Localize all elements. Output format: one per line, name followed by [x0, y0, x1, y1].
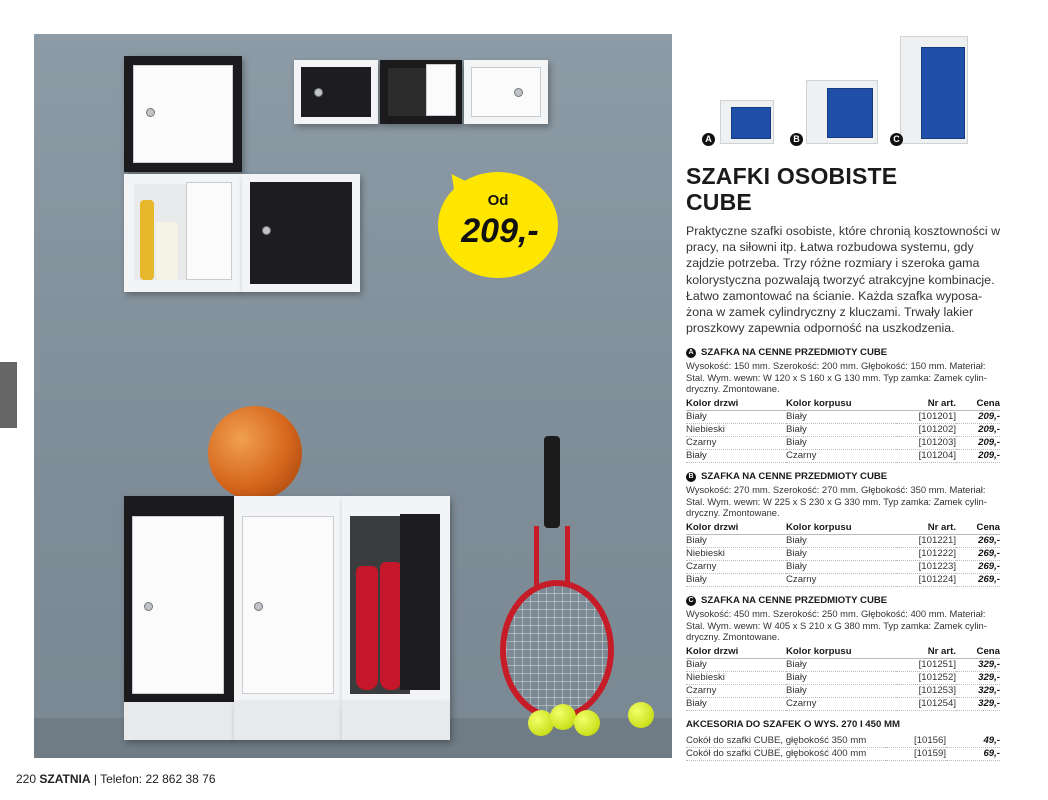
- table-row: [686, 684, 1000, 697]
- table-row: [686, 410, 1000, 423]
- section-desc: Wysokość: 270 mm. Szerokość: 270 mm. Głębokość: 350 mm. Materiał: Stal. Wym. wewn: W 225 x S 230 x G 330 mm. Typ zamka: Zamek cylin-dryczny. Zmontowane.: [686, 484, 987, 518]
- section-heading: [686, 595, 1000, 607]
- cell-name: Cokół do szafki CUBE, głębokość 350 mm: [686, 735, 886, 748]
- cell-art: [101204]: [896, 449, 956, 462]
- racket-head: [500, 580, 614, 720]
- plinth-left: [124, 702, 234, 740]
- cell-body: Biały: [786, 436, 896, 449]
- cell-door: Niebieski: [686, 547, 786, 560]
- col-header-door: Kolor drzwi: [686, 522, 786, 535]
- cell-art: [101201]: [896, 410, 956, 423]
- table-row: [686, 436, 1000, 449]
- product-table: [686, 522, 1000, 587]
- col-header-art: Nr art.: [896, 646, 956, 659]
- cell-art: [101221]: [896, 534, 956, 547]
- price-prefix: Od: [487, 192, 509, 209]
- cell-door: Biały: [686, 697, 786, 710]
- section-b: [686, 471, 1000, 587]
- accessories-heading: AKCESORIA DO SZAFEK O WYS. 270 I 450 MM: [686, 719, 900, 730]
- cell-price: 209,-: [956, 410, 1000, 423]
- cell-art: [101254]: [896, 697, 956, 710]
- cell-body: Biały: [786, 671, 896, 684]
- cube-locker-small-black-door: [294, 60, 378, 124]
- badge-a: A: [702, 133, 715, 146]
- table-row: [686, 671, 1000, 684]
- section-desc: Wysokość: 450 mm. Szerokość: 250 mm. Głębokość: 400 mm. Materiał: Stal. Wym. wewn: W 405 x S 210 x G 380 mm. Typ zamka: Zamek cylin-dryczny. Zmontowane.: [686, 608, 987, 642]
- tennis-ball: [628, 702, 654, 728]
- cell-art: [101252]: [896, 671, 956, 684]
- section-title: SZAFKA NA CENNE PRZEDMIOTY CUBE: [701, 471, 888, 482]
- side-tab-marker: [0, 362, 17, 428]
- col-header-body: Kolor korpusu: [786, 398, 896, 411]
- page-number: 220: [16, 772, 37, 786]
- product-title: [686, 163, 1002, 215]
- cube-locker-black-body: [124, 56, 242, 172]
- section-title: SZAFKA NA CENNE PRZEDMIOTY CUBE: [701, 595, 888, 606]
- cell-price: 209,-: [956, 449, 1000, 462]
- table-row: [686, 449, 1000, 462]
- cell-art: [10159]: [886, 748, 946, 761]
- table-row: [686, 735, 1000, 748]
- cell-door: Czarny: [686, 560, 786, 573]
- plinth-right: [342, 702, 450, 740]
- tennis-ball: [550, 704, 576, 730]
- cell-door: Niebieski: [686, 423, 786, 436]
- page-footer: [16, 772, 216, 786]
- cube-locker-open-bottles: [124, 174, 242, 292]
- col-header-door: Kolor drzwi: [686, 646, 786, 659]
- cell-art: [101224]: [896, 573, 956, 586]
- badge-c: C: [890, 133, 903, 146]
- product-intro: Praktyczne szafki osobiste, które chronią kosztowności w pracy, na siłowni itp. Łatwa rozbudowa systemu, gdy zajdzie potrzeba. Trzy różne rozmiary i szeroka gama kolorystyczna pozwalają tworzyć atrakcyjne kombinacje. Łatwo zamontować na ścianie. Każda szafka wyposa-żona w zamek cylindryczny z kluczami. Trwały lakier proszkowy zapewnia odporność na uszkodzenia.: [686, 224, 1001, 336]
- cell-body: Czarny: [786, 697, 896, 710]
- product-table: [686, 398, 1000, 463]
- table-row: [686, 573, 1000, 586]
- product-table: [686, 646, 1000, 711]
- badge-b: B: [790, 133, 803, 146]
- cell-art: [101253]: [896, 684, 956, 697]
- tall-locker-white: [234, 496, 342, 702]
- cell-price: 269,-: [956, 547, 1000, 560]
- cell-body: Czarny: [786, 449, 896, 462]
- section-heading: [686, 471, 1000, 483]
- cell-name: Cokół do szafki CUBE, głębokość 400 mm: [686, 748, 886, 761]
- table-row: [686, 534, 1000, 547]
- accessories-table: [686, 735, 1000, 761]
- section-badge: C: [686, 596, 696, 606]
- thumb-variant-a: [720, 100, 774, 144]
- thumb-variant-c: [900, 36, 968, 144]
- cell-price: 209,-: [956, 436, 1000, 449]
- price-value: 209,-: [461, 212, 539, 250]
- cell-price: 269,-: [956, 534, 1000, 547]
- cell-door: Niebieski: [686, 671, 786, 684]
- product-title-line2: CUBE: [686, 189, 752, 215]
- cell-price: 329,-: [956, 697, 1000, 710]
- col-header-price: Cena: [956, 522, 1000, 535]
- plinth-middle: [234, 702, 342, 740]
- section-a: [686, 347, 1000, 463]
- cell-body: Biały: [786, 534, 896, 547]
- cell-body: Biały: [786, 684, 896, 697]
- cube-locker-small-open: [380, 60, 462, 124]
- section-badge: A: [686, 348, 696, 358]
- col-header-art: Nr art.: [896, 522, 956, 535]
- cell-body: Biały: [786, 547, 896, 560]
- basketball: [208, 406, 302, 500]
- cell-art: [101223]: [896, 560, 956, 573]
- cell-door: Biały: [686, 410, 786, 423]
- cell-price: 209,-: [956, 423, 1000, 436]
- cell-art: [101251]: [896, 658, 956, 671]
- tall-locker-black-body: [124, 496, 234, 702]
- col-header-body: Kolor korpusu: [786, 646, 896, 659]
- cell-price: 329,-: [956, 658, 1000, 671]
- cell-body: Biały: [786, 423, 896, 436]
- col-header-door: Kolor drzwi: [686, 398, 786, 411]
- section-badge: B: [686, 472, 696, 482]
- cell-art: [101222]: [896, 547, 956, 560]
- cell-body: Biały: [786, 410, 896, 423]
- cell-art: [10156]: [886, 735, 946, 748]
- col-header-price: Cena: [956, 398, 1000, 411]
- thumb-variant-b: [806, 80, 878, 144]
- table-row: [686, 547, 1000, 560]
- table-row: [686, 748, 1000, 761]
- table-row: [686, 697, 1000, 710]
- cell-art: [101203]: [896, 436, 956, 449]
- table-row: [686, 423, 1000, 436]
- product-photo: [34, 34, 672, 758]
- cell-price: 269,-: [956, 560, 1000, 573]
- cell-door: Biały: [686, 449, 786, 462]
- section-c: [686, 595, 1000, 711]
- footer-phone: Telefon: 22 862 38 76: [100, 772, 216, 786]
- product-title-line1: SZAFKI OSOBISTE: [686, 163, 898, 189]
- racket-handle: [544, 436, 560, 528]
- cell-door: Biały: [686, 534, 786, 547]
- cell-body: Czarny: [786, 573, 896, 586]
- cell-door: Biały: [686, 573, 786, 586]
- footer-separator: |: [93, 772, 97, 786]
- col-header-art: Nr art.: [896, 398, 956, 411]
- section-desc: Wysokość: 150 mm. Szerokość: 200 mm. Głębokość: 150 mm. Materiał: Stal. Wym. wewn: W 120 x S 160 x G 130 mm. Typ zamka: Zamek cylin-dryczny. Zmontowane.: [686, 360, 987, 394]
- variant-thumbnails: [686, 30, 1002, 152]
- tennis-ball: [574, 710, 600, 736]
- accessories-section: [686, 719, 1000, 761]
- cell-price: 329,-: [956, 684, 1000, 697]
- section-title: SZAFKA NA CENNE PRZEDMIOTY CUBE: [701, 347, 888, 358]
- table-row: [686, 658, 1000, 671]
- cell-price: 49,-: [946, 735, 1000, 748]
- cube-locker-small-white: [464, 60, 548, 124]
- cell-body: Biały: [786, 658, 896, 671]
- cell-art: [101202]: [896, 423, 956, 436]
- table-row: [686, 560, 1000, 573]
- cube-locker-black-door: [242, 174, 360, 292]
- cell-price: 329,-: [956, 671, 1000, 684]
- cell-door: Czarny: [686, 436, 786, 449]
- footer-section: SZATNIA: [39, 772, 91, 786]
- price-bubble: [438, 172, 558, 278]
- cell-price: 269,-: [956, 573, 1000, 586]
- col-header-body: Kolor korpusu: [786, 522, 896, 535]
- col-header-price: Cena: [956, 646, 1000, 659]
- section-heading: [686, 347, 1000, 359]
- tall-locker-open-boots: [342, 496, 450, 702]
- cell-price: 69,-: [946, 748, 1000, 761]
- cell-body: Biały: [786, 560, 896, 573]
- cell-door: Czarny: [686, 684, 786, 697]
- cell-door: Biały: [686, 658, 786, 671]
